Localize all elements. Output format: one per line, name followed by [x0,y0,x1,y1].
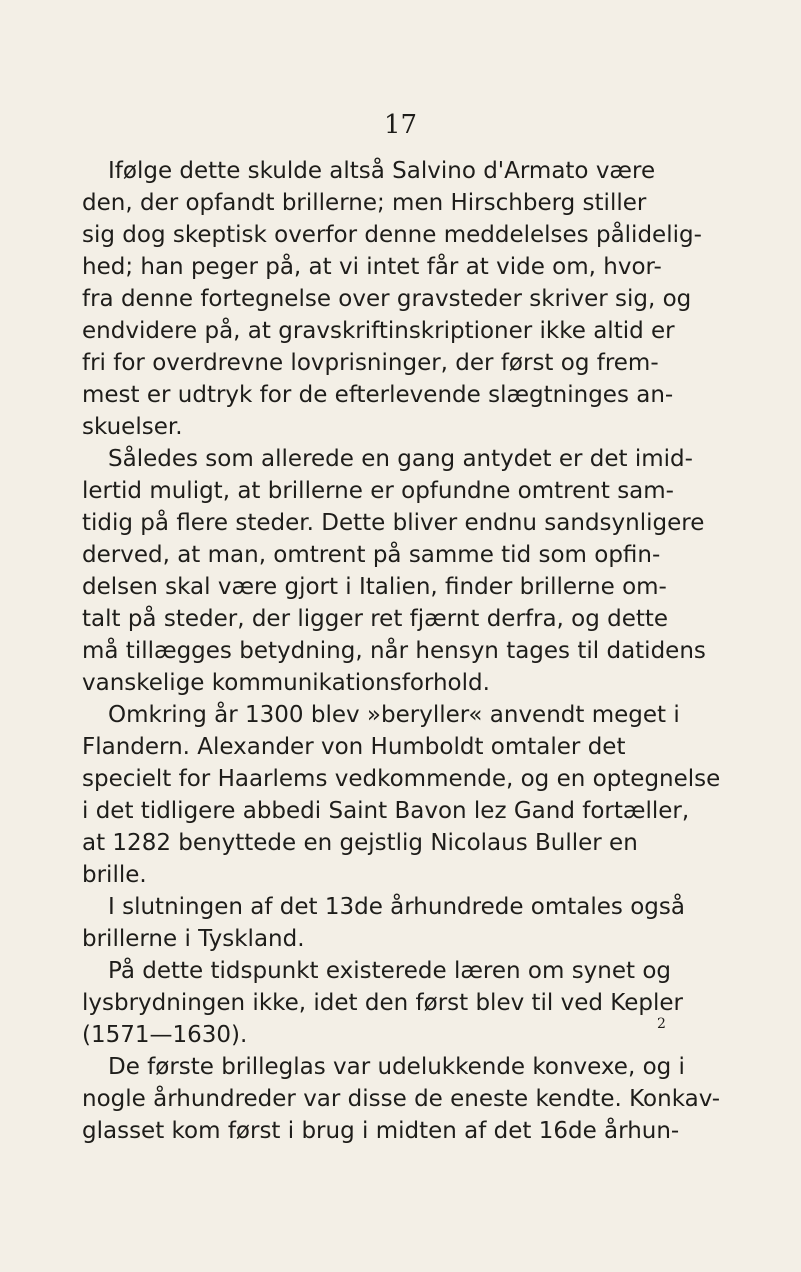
text-line: (1571—1630). [82,1022,248,1048]
text-line: Ifølge dette skulde altså Salvino d'Armato være [108,158,656,184]
text-line: lysbrydningen ikke, idet den først blev til ved Kepler [82,990,683,1016]
text-line: tidig på flere steder. Dette bliver endnu sandsynligere [82,510,705,536]
text-line: nogle århundreder var disse de eneste kendte. Konkav- [82,1086,720,1112]
text-line: skuelser. [82,414,183,440]
text-line: De første brilleglas var udelukkende konvexe, og i [108,1054,685,1080]
page-number: 17 [383,110,418,140]
text-line: mest er udtryk for de efterlevende slægtninges an- [82,382,674,408]
text-line: fri for overdrevne lovprisninger, der først og frem- [82,350,659,376]
text-line: brille. [82,862,147,888]
text-line: Således som allerede en gang antydet er det imid- [108,446,693,472]
text-line: derved, at man, omtrent på samme tid som opfin- [82,542,661,568]
text-line: endvidere på, at gravskriftinskriptioner ikke altid er [82,318,675,344]
body-text [82,155,742,1147]
signature-mark: 2 [657,1016,666,1032]
text-line: vanskelige kommunikationsforhold. [82,670,490,696]
text-line: fra denne fortegnelse over gravsteder skriver sig, og [82,286,692,312]
text-line: specielt for Haarlems vedkommende, og en optegnelse [82,766,721,792]
text-line: sig dog skeptisk overfor denne meddelelses pålidelig- [82,222,702,248]
text-line: delsen skal være gjort i Italien, finder brillerne om- [82,574,667,600]
text-line: Omkring år 1300 blev »beryller« anvendt meget i [108,702,680,728]
text-line: at 1282 benyttede en gejstlig Nicolaus Buller en [82,830,638,856]
text-line: brillerne i Tyskland. [82,926,305,952]
text-line: i det tidligere abbedi Saint Bavon lez Gand fortæller, [82,798,690,824]
text-line: Flandern. Alexander von Humboldt omtaler det [82,734,626,760]
text-line: På dette tidspunkt existerede læren om synet og [108,958,672,984]
text-line: hed; han peger på, at vi intet får at vide om, hvor- [82,254,662,280]
text-line: den, der opfandt brillerne; men Hirschberg stiller [82,190,647,216]
text-line: må tillægges betydning, når hensyn tages til datidens [82,638,706,664]
text-line: glasset kom først i brug i midten af det 16de århun- [82,1118,680,1144]
text-line: I slutningen af det 13de århundrede omtales også [108,894,685,920]
text-line: lertid muligt, at brillerne er opfundne omtrent sam- [82,478,674,504]
text-line: talt på steder, der ligger ret fjærnt derfra, og dette [82,606,669,632]
